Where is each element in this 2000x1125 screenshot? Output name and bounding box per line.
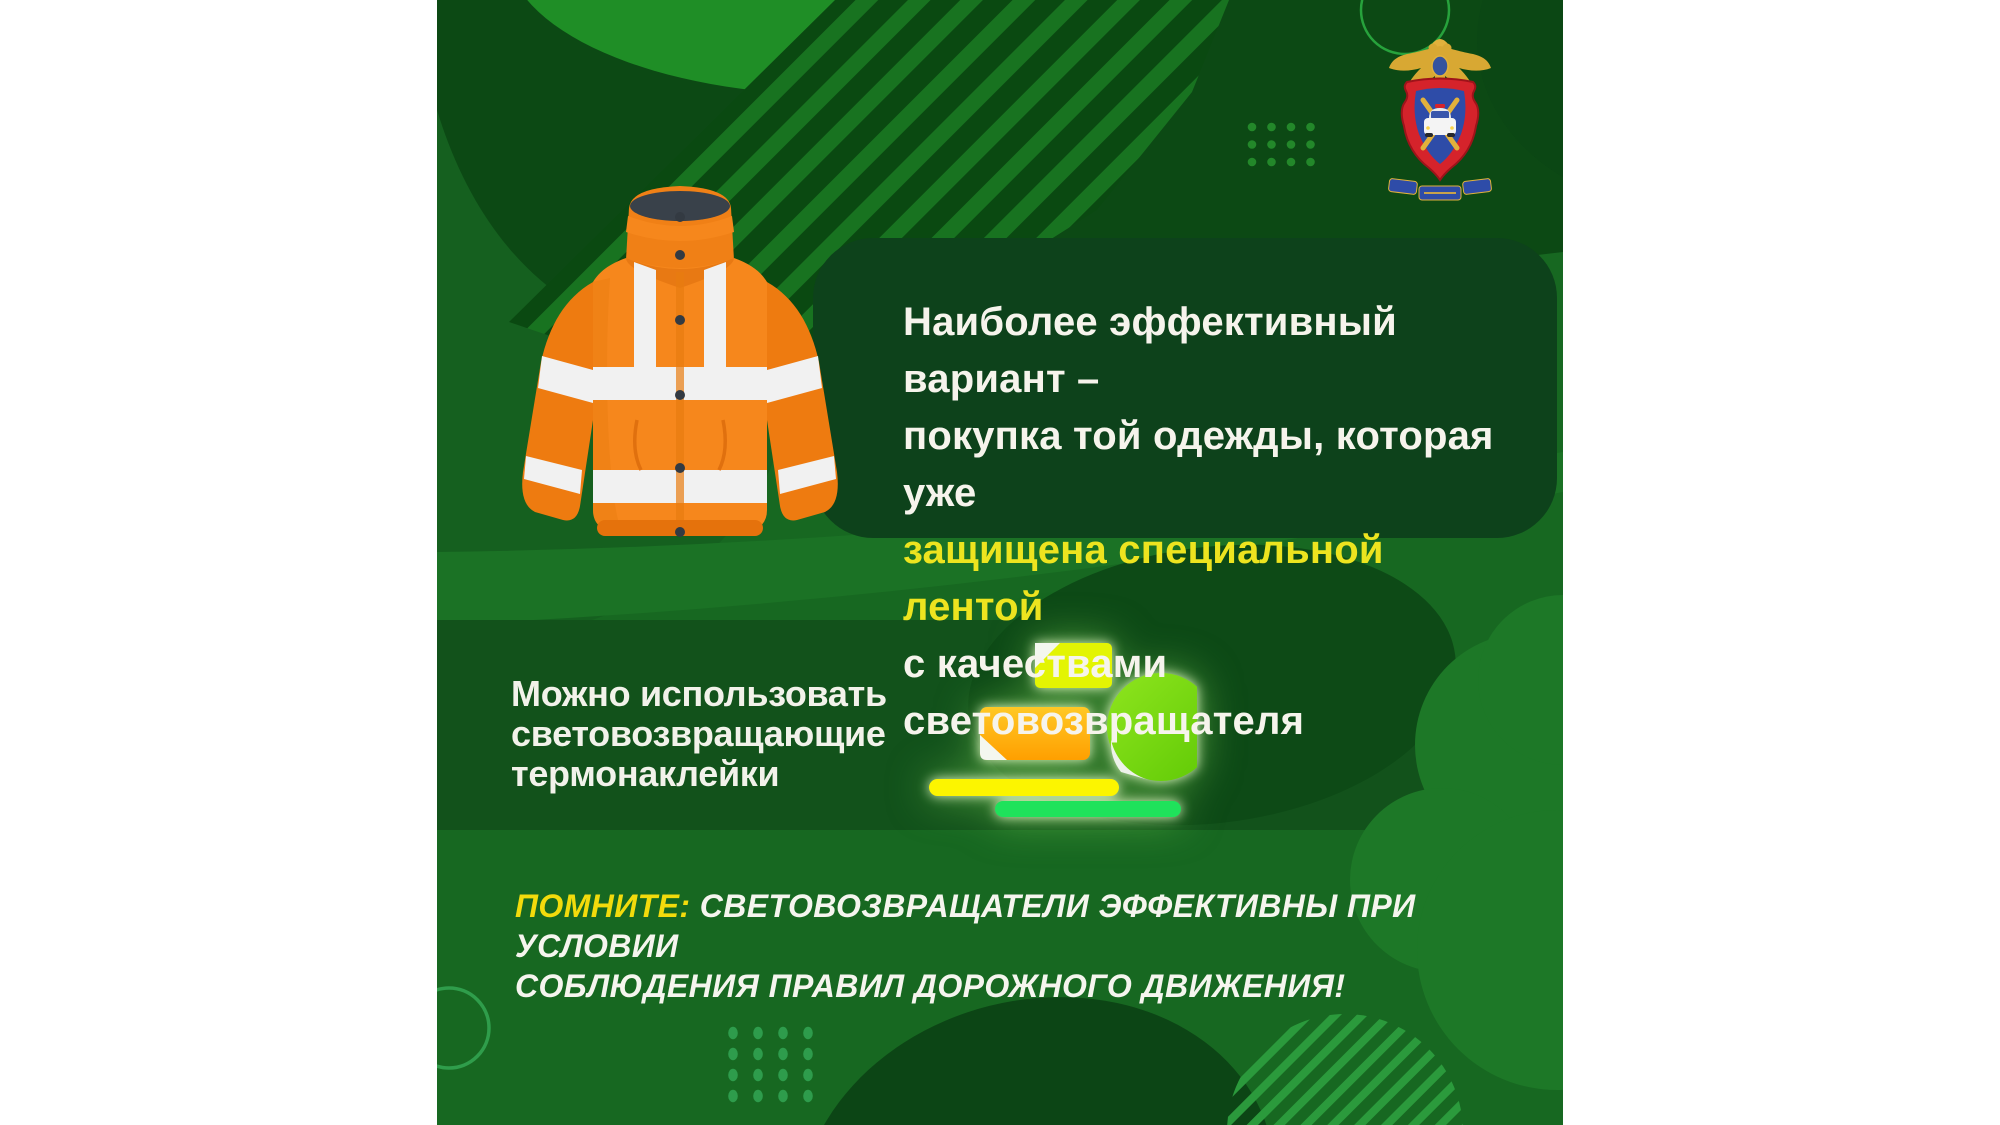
safety-jacket-icon	[497, 180, 857, 552]
warning-line2: СОБЛЮДЕНИЯ ПРАВИЛ ДОРОЖНОГО ДВИЖЕНИЯ!	[515, 968, 1346, 1004]
jacket-illustration	[522, 186, 838, 537]
poster-card	[437, 0, 1563, 1125]
warning-line1-rest: СВЕТОВОЗВРАЩАТЕЛИ ЭФФЕКТИВНЫ ПРИ УСЛОВИИ	[515, 888, 1416, 964]
statement-line-3-highlighted: защищена специальной лентой	[903, 528, 1384, 629]
note-line-2: световозвращающие	[511, 713, 886, 754]
reflective-strip-green-icon	[995, 801, 1181, 817]
sticker-note	[511, 674, 931, 794]
warning-text	[515, 886, 1515, 1006]
statement-line-1: Наиболее эффективный вариант –	[903, 300, 1397, 401]
statement-line-4: с качествами световозвращателя	[903, 642, 1305, 743]
statement-line-2: покупка той одежды, которая уже	[903, 414, 1494, 515]
note-line-1: Можно использовать	[511, 673, 887, 714]
police-emblem-icon	[1387, 34, 1493, 210]
main-statement	[903, 294, 1523, 750]
note-line-3: термонаклейки	[511, 753, 780, 794]
emblem-crest	[1388, 39, 1491, 200]
reflective-strip-yellow-icon	[929, 779, 1119, 796]
warning-highlight: ПОМНИТЕ:	[515, 888, 691, 924]
